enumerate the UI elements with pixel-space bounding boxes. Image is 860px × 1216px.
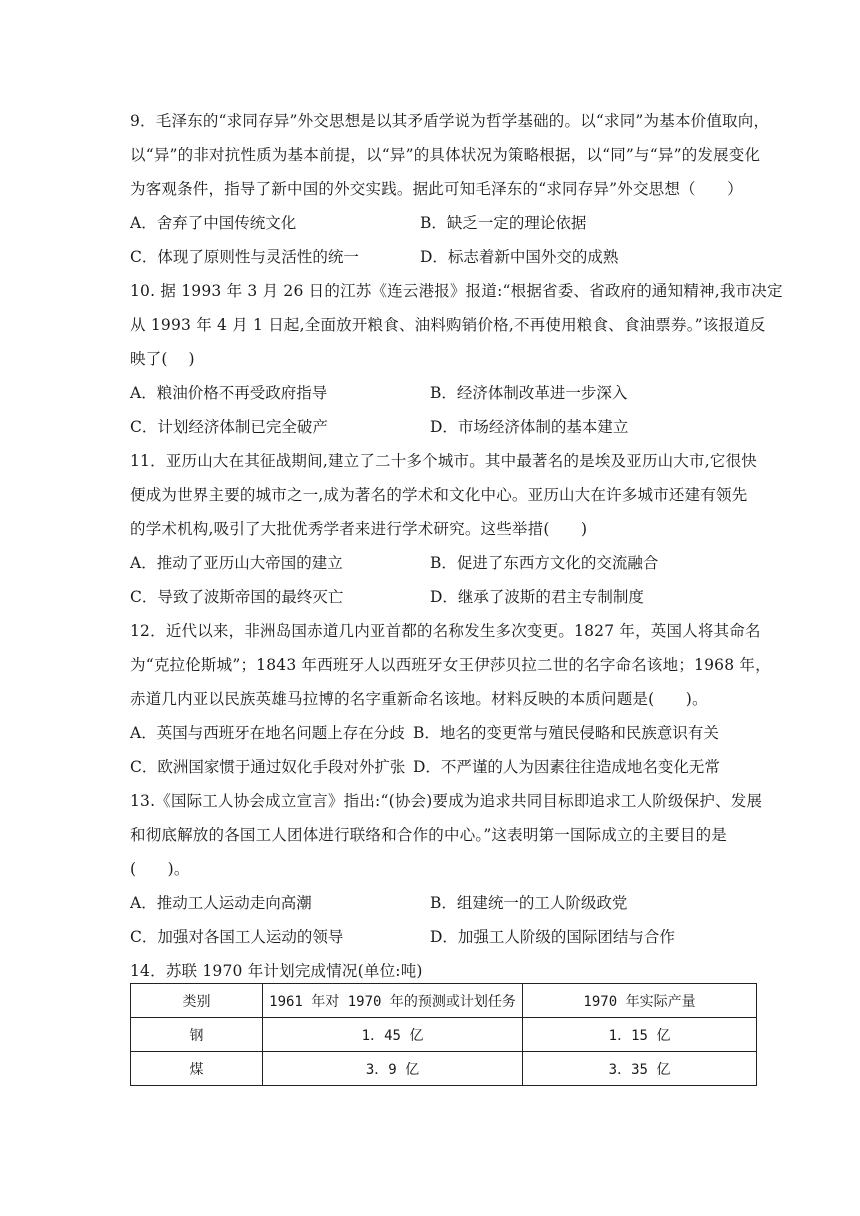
question-text: 13.《国际工人协会成立宣言》指出:“(协会)要成为追求共同目标即追求工人阶级保护、发展	[130, 792, 763, 810]
question-12	[130, 614, 771, 784]
option-c: C．体现了原则性与灵活性的统一	[130, 248, 359, 266]
option-b: B．缺乏一定的理论依据	[420, 214, 587, 232]
option-c: C．计划经济体制已完全破产	[130, 418, 328, 436]
question-14-title: 14．苏联 1970 年计划完成情况(单位:吨)	[130, 962, 423, 980]
option-d: D．加强工人阶级的国际团结与合作	[430, 928, 675, 946]
question-text: 12．近代以来，非洲岛国赤道几内亚首都的名称发生多次变更。1827 年，英国人将其命名	[130, 622, 761, 640]
option-a: A．粮油价格不再受政府指导	[130, 384, 328, 402]
option-b: B．经济体制改革进一步深入	[430, 384, 628, 402]
table-row	[131, 1052, 757, 1086]
question-text: 10. 据 1993 年 3 月 26 日的江苏《连云港报》报道:“根据省委、省政府的通知精神,我市决定	[130, 282, 783, 300]
question-text: ( )。	[130, 860, 190, 878]
table-row	[131, 1018, 757, 1052]
question-text: 9．毛泽东的“求同存异”外交思想是以其矛盾学说为哲学基础的。以“求同”为基本价值取向，	[130, 112, 770, 130]
table-header-row	[131, 984, 757, 1018]
option-d: D．继承了波斯的君主专制制度	[430, 588, 644, 606]
option-a: A．英国与西班牙在地名问题上存在分歧	[130, 724, 405, 742]
header-actual: 1970 年实际产量	[523, 984, 757, 1018]
cell-actual: 1．15 亿	[523, 1018, 757, 1052]
header-plan: 1961 年对 1970 年的预测或计划任务	[263, 984, 523, 1018]
option-c: C．欧洲国家惯于通过奴化手段对外扩张	[130, 758, 406, 776]
cell-category: 煤	[131, 1052, 263, 1086]
question-9	[130, 104, 770, 274]
question-text: 为“克拉伦斯城”；1843 年西班牙人以西班牙女王伊莎贝拉二世的名字命名该地；1968 年，	[130, 656, 771, 674]
option-a: A．舍弃了中国传统文化	[130, 214, 297, 232]
header-category: 类别	[131, 984, 263, 1018]
cell-plan: 3．9 亿	[263, 1052, 523, 1086]
question-text: 赤道几内亚以民族英雄马拉博的名字重新命名该地。材料反映的本质问题是( )。	[130, 690, 708, 708]
cell-actual: 3．35 亿	[523, 1052, 757, 1086]
option-a: A．推动了亚历山大帝国的建立	[130, 554, 343, 572]
cell-category: 钢	[131, 1018, 263, 1052]
option-b: B．地名的变更常与殖民侵略和民族意识有关	[413, 724, 719, 742]
exam-page	[130, 104, 783, 988]
question-text: 映了( )	[130, 350, 195, 368]
question-10	[130, 274, 783, 444]
production-table	[130, 983, 757, 1086]
option-d: D．不严谨的人为因素往往造成地名变化无常	[413, 758, 720, 776]
question-text: 从 1993 年 4 月 1 日起,全面放开粮食、油料购销价格,不再使用粮食、食油票券。”该报道反	[130, 316, 766, 334]
question-text: 便成为世界主要的城市之一,成为著名的学术和文化中心。亚历山大在许多城市还建有领先	[130, 486, 748, 504]
option-b: B．组建统一的工人阶级政党	[430, 894, 628, 912]
question-text: 为客观条件，指导了新中国的外交实践。据此可知毛泽东的“求同存异”外交思想（ ）	[130, 180, 743, 198]
question-11	[130, 444, 760, 614]
question-13	[130, 784, 763, 954]
option-b: B．促进了东西方文化的交流融合	[430, 554, 659, 572]
cell-plan: 1．45 亿	[263, 1018, 523, 1052]
question-text: 11．亚历山大在其征战期间,建立了二十多个城市。其中最著名的是埃及亚历山大市,它很快	[130, 452, 757, 470]
question-text: 的学术机构,吸引了大批优秀学者来进行学术研究。这些举措( )	[130, 520, 588, 538]
question-text: 以“异”的非对抗性质为基本前提，以“异”的具体状况为策略根据，以“同”与“异”的发展变化	[130, 146, 761, 164]
option-c: C．加强对各国工人运动的领导	[130, 928, 344, 946]
option-d: D．市场经济体制的基本建立	[430, 418, 629, 436]
question-text: 和彻底解放的各国工人团体进行联络和合作的中心。”这表明第一国际成立的主要目的是	[130, 826, 727, 844]
option-c: C．导致了波斯帝国的最终灭亡	[130, 588, 344, 606]
option-a: A．推动工人运动走向高潮	[130, 894, 312, 912]
option-d: D．标志着新中国外交的成熟	[420, 248, 619, 266]
